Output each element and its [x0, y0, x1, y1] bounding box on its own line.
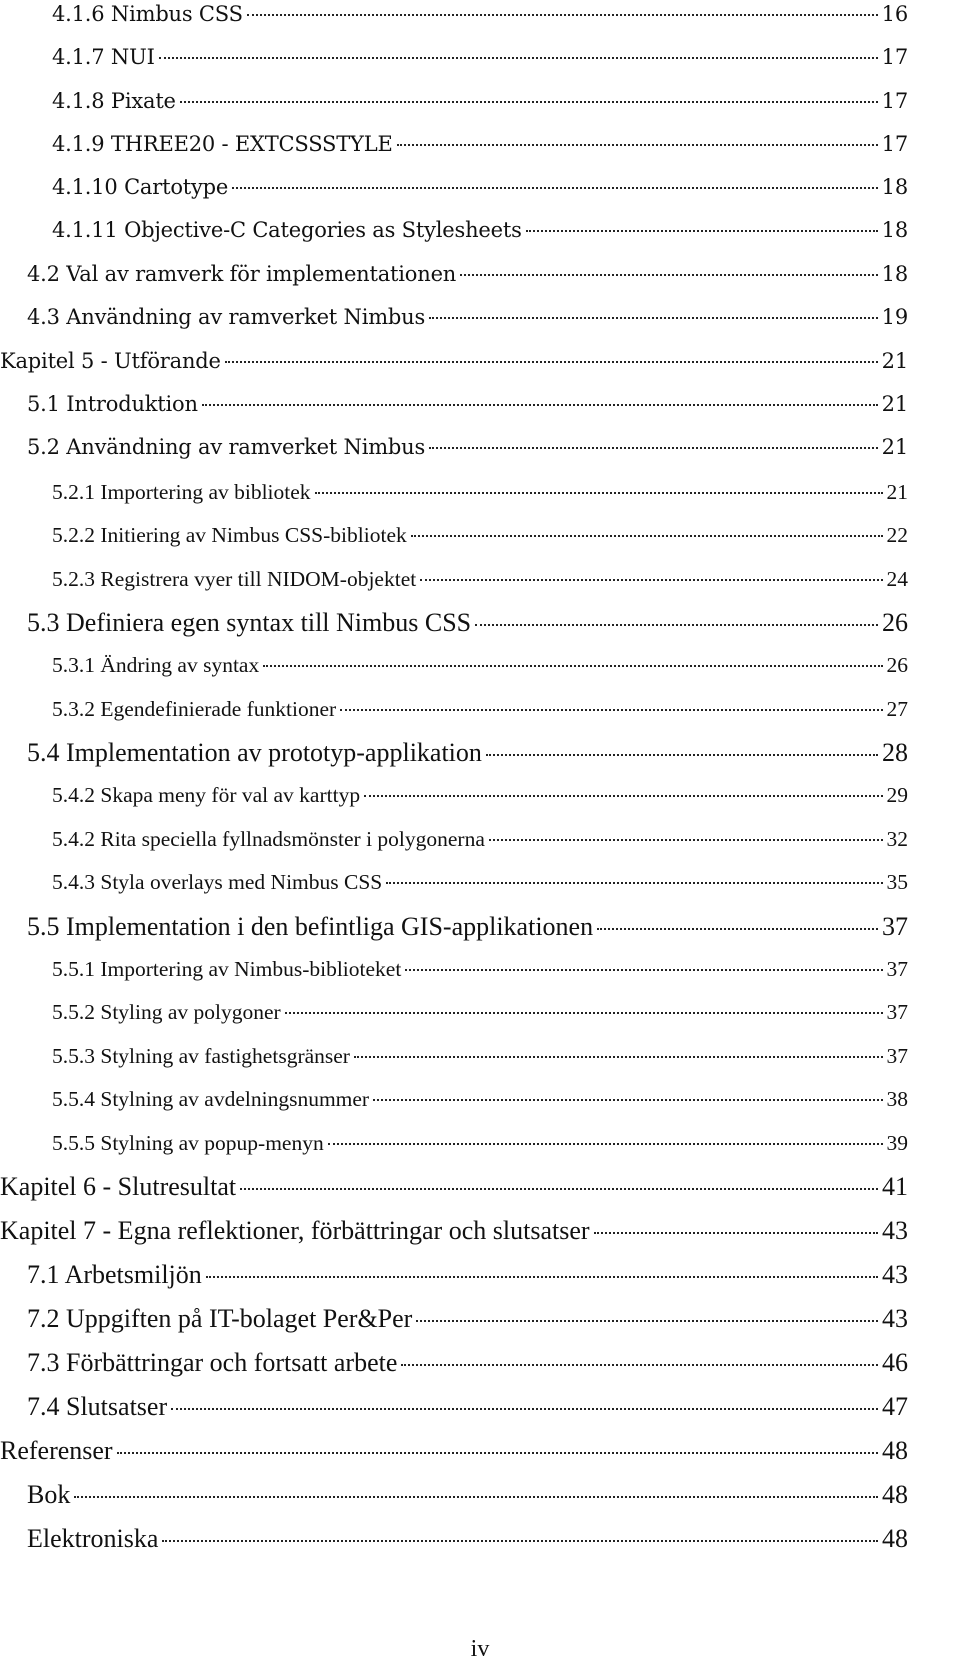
dot-leader — [206, 1276, 878, 1278]
toc-entry[interactable] — [27, 1262, 908, 1288]
toc-entry-label: 5.5.2 Styling av polygoner — [52, 1000, 281, 1024]
toc-entry-label: 7.4 Slutsatser — [27, 1392, 168, 1421]
dot-leader — [315, 492, 883, 494]
toc-entry[interactable] — [52, 4, 908, 25]
toc-entry-page: 37 — [886, 1044, 908, 1068]
toc-entry[interactable] — [52, 1089, 908, 1111]
dot-leader — [411, 535, 883, 537]
dot-leader — [416, 1320, 878, 1322]
dot-leader — [263, 665, 882, 667]
toc-entry-page: 24 — [886, 567, 908, 591]
toc-entry[interactable] — [52, 1133, 908, 1155]
dot-leader — [340, 709, 882, 711]
toc-entry-page: 19 — [881, 305, 908, 329]
toc-entry[interactable] — [52, 134, 908, 155]
toc-entry[interactable] — [27, 740, 908, 766]
toc-entry[interactable] — [52, 785, 908, 807]
toc-entry-label: 5.5.3 Stylning av fastighetsgränser — [52, 1044, 350, 1068]
toc-entry-label: Kapitel 6 - Slutresultat — [0, 1172, 237, 1201]
toc-entry-label: 5.1 Introduktion — [27, 392, 198, 416]
toc-entry-label: 4.3 Användning av ramverket Nimbus — [27, 305, 426, 329]
toc-entry-page: 48 — [882, 1436, 908, 1465]
toc-entry-label: 5.4.2 Skapa meny för val av karttyp — [52, 783, 361, 807]
toc-entry-page: 43 — [882, 1304, 908, 1333]
dot-leader — [489, 839, 883, 841]
dot-leader — [159, 57, 878, 59]
toc-entry[interactable] — [0, 1218, 908, 1244]
toc-entry-page: 18 — [881, 262, 908, 286]
toc-entry[interactable] — [0, 1438, 908, 1464]
toc-entry-label: Kapitel 7 - Egna reflektioner, förbättringar och slutsatser — [0, 1216, 590, 1245]
dot-leader — [232, 187, 878, 189]
toc-entry-page: 46 — [882, 1348, 908, 1377]
toc-entry-label: Elektroniska — [27, 1524, 159, 1553]
toc-entry-label: Bok — [27, 1480, 71, 1509]
toc-entry-label: 5.2.2 Initiering av Nimbus CSS-bibliotek — [52, 523, 407, 547]
toc-entry[interactable] — [52, 1046, 908, 1068]
toc-entry-label: Kapitel 5 - Utförande — [0, 349, 221, 373]
toc-entry[interactable] — [27, 1350, 908, 1376]
toc-entry-page: 17 — [881, 89, 908, 113]
dot-leader — [475, 624, 878, 626]
toc-entry-page: 17 — [881, 45, 908, 69]
toc-entry[interactable] — [52, 699, 908, 721]
dot-leader — [526, 230, 878, 232]
toc-entry-label: 5.2.3 Registrera vyer till NIDOM-objektet — [52, 567, 417, 591]
dot-leader — [240, 1188, 878, 1190]
toc-entry-page: 21 — [886, 480, 908, 504]
toc-entry-page: 37 — [886, 957, 908, 981]
toc-entry[interactable] — [52, 1002, 908, 1024]
toc-entry-page: 37 — [882, 912, 908, 941]
dot-leader — [460, 274, 878, 276]
toc-entry-page: 38 — [886, 1087, 908, 1111]
toc-entry-page: 43 — [882, 1216, 908, 1245]
dot-leader — [225, 361, 878, 363]
toc-entry-page: 26 — [882, 608, 908, 637]
dot-leader — [486, 754, 878, 756]
toc-entry-page: 17 — [881, 132, 908, 156]
toc-entry[interactable] — [52, 959, 908, 981]
toc-entry-page: 28 — [882, 738, 908, 767]
toc-entry-label: 4.1.9 THREE20 - EXTCSSSTYLE — [52, 132, 393, 156]
toc-entry-label: 4.2 Val av ramverk för implementationen — [27, 262, 457, 286]
toc-entry[interactable] — [27, 264, 908, 285]
toc-entry-page: 35 — [886, 870, 908, 894]
toc-entry-label: 4.1.10 Cartotype — [52, 175, 229, 199]
toc-entry-page: 26 — [886, 653, 908, 677]
toc-entry[interactable] — [52, 829, 908, 851]
toc-entry-label: 5.5 Implementation i den befintliga GIS-applikationen — [27, 912, 594, 941]
toc-entry[interactable] — [0, 1174, 908, 1200]
toc-entry-label: 5.5.4 Stylning av avdelningsnummer — [52, 1087, 370, 1111]
toc-entry[interactable] — [27, 1526, 908, 1552]
toc-entry[interactable] — [52, 569, 908, 591]
toc-entry-label: 4.1.6 Nimbus CSS — [52, 2, 243, 26]
dot-leader — [594, 1232, 878, 1234]
dot-leader — [405, 969, 882, 971]
toc-entry-label: 7.3 Förbättringar och fortsatt arbete — [27, 1348, 398, 1377]
dot-leader — [285, 1012, 883, 1014]
toc-entry-page: 16 — [881, 2, 908, 26]
toc-entry-label: Referenser — [0, 1436, 113, 1465]
toc-entry[interactable] — [27, 1482, 908, 1508]
dot-leader — [117, 1452, 878, 1454]
toc-entry-label: 7.1 Arbetsmiljön — [27, 1260, 202, 1289]
toc-entry[interactable] — [27, 1394, 908, 1420]
dot-leader — [373, 1099, 882, 1101]
dot-leader — [597, 928, 878, 930]
dot-leader — [364, 795, 882, 797]
toc-entry[interactable] — [52, 220, 908, 241]
dot-leader — [74, 1496, 878, 1498]
toc-entry-label: 4.1.8 Pixate — [52, 89, 176, 113]
dot-leader — [354, 1056, 883, 1058]
toc-entry-page: 18 — [881, 218, 908, 242]
toc-entry-label: 5.2.1 Importering av bibliotek — [52, 480, 311, 504]
dot-leader — [247, 14, 878, 16]
toc-entry-label: 5.4.3 Styla overlays med Nimbus CSS — [52, 870, 383, 894]
toc-entry-page: 21 — [881, 392, 908, 416]
toc-entry[interactable] — [52, 47, 908, 68]
toc-entry-label: 5.2 Användning av ramverket Nimbus — [27, 435, 426, 459]
dot-leader — [180, 101, 878, 103]
toc-entry-page: 43 — [882, 1260, 908, 1289]
toc-entry[interactable] — [27, 307, 908, 328]
toc-entry-page: 48 — [882, 1480, 908, 1509]
dot-leader — [397, 144, 878, 146]
toc-entry-page: 22 — [886, 523, 908, 547]
dot-leader — [202, 404, 878, 406]
dot-leader — [386, 882, 882, 884]
toc-entry[interactable] — [52, 872, 908, 894]
toc-entry-label: 5.5.5 Stylning av popup-menyn — [52, 1131, 324, 1155]
toc-entry-page: 48 — [882, 1524, 908, 1553]
toc-entry[interactable] — [27, 437, 908, 458]
toc-entry-label: 5.3.2 Egendefinierade funktioner — [52, 697, 337, 721]
toc-entry[interactable] — [52, 655, 908, 677]
toc-entry-page: 21 — [881, 435, 908, 459]
toc-entry[interactable] — [52, 177, 908, 198]
toc-entry-page: 18 — [881, 175, 908, 199]
dot-leader — [429, 317, 878, 319]
toc-entry[interactable] — [52, 525, 908, 547]
dot-leader — [328, 1143, 883, 1145]
toc-entry-page: 27 — [886, 697, 908, 721]
dot-leader — [420, 579, 882, 581]
dot-leader — [162, 1540, 878, 1542]
toc-entry-label: 5.5.1 Importering av Nimbus-biblioteket — [52, 957, 402, 981]
toc-entry-label: 5.4 Implementation av prototyp-applikation — [27, 738, 482, 767]
toc-entry-label: 5.3.1 Ändring av syntax — [52, 653, 260, 677]
dot-leader — [171, 1408, 878, 1410]
toc-entry-label: 4.1.7 NUI — [52, 45, 155, 69]
toc-entry-page: 47 — [882, 1392, 908, 1421]
toc-entry-page: 39 — [886, 1131, 908, 1155]
toc-entry[interactable] — [0, 351, 908, 372]
toc-entry[interactable] — [27, 394, 908, 415]
toc-entry[interactable] — [52, 482, 908, 504]
toc-entry[interactable] — [27, 610, 908, 636]
toc-entry-page: 29 — [886, 783, 908, 807]
toc-entry-label: 5.4.2 Rita speciella fyllnadsmönster i polygonerna — [52, 827, 485, 851]
toc-entry-page: 32 — [886, 827, 908, 851]
dot-leader — [401, 1364, 878, 1366]
toc-entry-label: 4.1.11 Objective-C Categories as Stylesheets — [52, 218, 522, 242]
toc-entry[interactable] — [27, 1306, 908, 1332]
toc-entry-page: 37 — [886, 1000, 908, 1024]
toc-entry-page: 21 — [881, 349, 908, 373]
toc-entry[interactable] — [52, 91, 908, 112]
dot-leader — [429, 447, 878, 449]
toc-entry-label: 7.2 Uppgiften på IT-bolaget Per&Per — [27, 1304, 413, 1333]
toc-entry[interactable] — [27, 914, 908, 940]
toc-entry-label: 5.3 Definiera egen syntax till Nimbus CSS — [27, 608, 472, 637]
toc-entry-page: 41 — [882, 1172, 908, 1201]
page-number: iv — [470, 1636, 490, 1662]
